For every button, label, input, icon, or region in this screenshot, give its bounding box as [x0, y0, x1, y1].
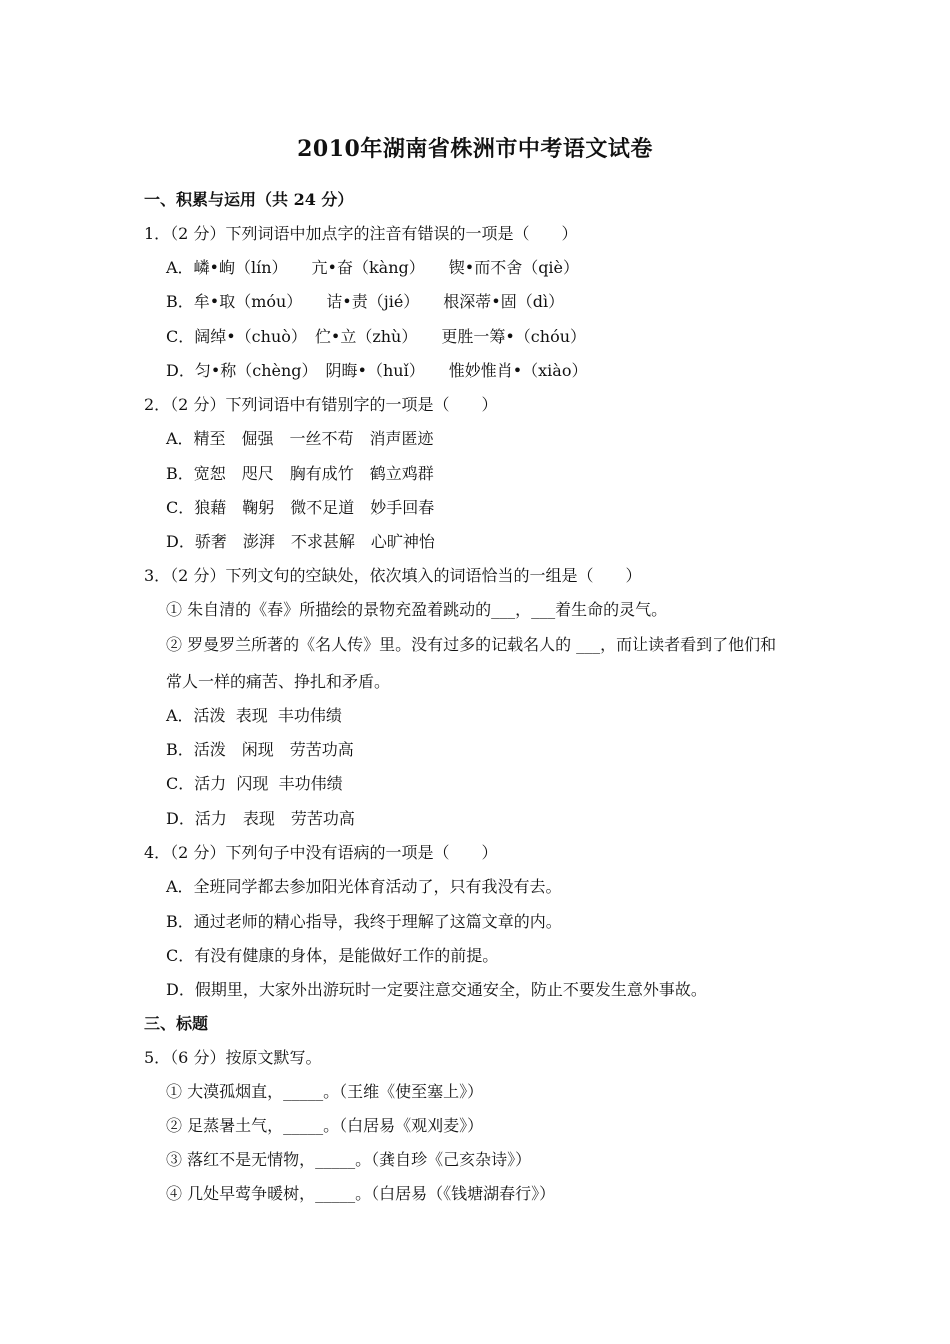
section-heading-3: 三、标题 [144, 1014, 209, 1033]
question-4-stem: 4．（2 分）下列句子中没有语病的一项是（ ） [144, 843, 498, 862]
question-5-stem: 5．（6 分）按原文默写。 [144, 1048, 322, 1067]
question-4-option-c: C．有没有健康的身体，是能做好工作的前提。 [166, 946, 499, 965]
question-3-sentence-1: ① 朱自清的《春》所描绘的景物充盈着跳动的___，___着生命的灵气。 [166, 600, 668, 619]
question-2-option-b: B．宽恕 咫尺 胸有成竹 鹤立鸡群 [166, 464, 434, 483]
question-2-option-a: A．精至 倔强 一丝不苟 消声匿迹 [166, 429, 434, 448]
question-5-item-4: ④ 几处早莺争暖树，_____。（白居易（《钱塘湖春行》） [166, 1184, 556, 1203]
question-4-option-d: D．假期里，大家外出游玩时一定要注意交通安全，防止不要发生意外事故。 [166, 980, 707, 999]
question-4-option-a: A．全班同学都去参加阳光体育活动了，只有我没有去。 [166, 877, 562, 896]
question-3-option-d: D．活力 表现 劳苦功高 [166, 809, 355, 828]
question-3-sentence-2-continued: 常人一样的痛苦、挣扎和矛盾。 [166, 672, 391, 691]
question-5-item-1: ① 大漠孤烟直，_____。（王维《使至塞上》） [166, 1082, 484, 1101]
question-1-stem: 1．（2 分）下列词语中加点字的注音有错误的一项是（ ） [144, 224, 578, 243]
question-1-option-c: C．阔绰•（chuò） 伫•立（zhù） 更胜一筹•（chóu） [166, 327, 587, 346]
question-3-option-a: A．活泼 表现 丰功伟绩 [166, 706, 342, 725]
question-2-stem: 2．（2 分）下列词语中有错别字的一项是（ ） [144, 395, 498, 414]
question-1-option-d: D．匀•称（chèng） 阴晦•（huǐ） 惟妙惟肖•（xiào） [166, 361, 588, 380]
question-3-option-c: C．活力 闪现 丰功伟绩 [166, 774, 343, 793]
question-1-option-a: A．嶙•峋（lín） 亢•奋（kàng） 锲•而不舍（qiè） [166, 258, 580, 277]
question-5-item-3: ③ 落红不是无情物，_____。（龚自珍《己亥杂诗》） [166, 1150, 532, 1169]
question-3-stem: 3．（2 分）下列文句的空缺处，依次填入的词语恰当的一组是（ ） [144, 566, 642, 585]
question-2-option-c: C．狼藉 鞠躬 微不足道 妙手回春 [166, 498, 435, 517]
question-2-option-d: D．骄奢 澎湃 不求甚解 心旷神怡 [166, 532, 435, 551]
question-1-option-b: B．牟•取（móu） 诘•责（jié） 根深蒂•固（dì） [166, 292, 565, 311]
question-3-option-b: B．活泼 闲现 劳苦功高 [166, 740, 354, 759]
page-title: 2010年湖南省株洲市中考语文试卷 [297, 136, 653, 162]
section-heading-1: 一、积累与运用（共 24 分） [144, 190, 354, 209]
question-5-item-2: ② 足蒸暑土气，_____。（白居易《观刈麦》） [166, 1116, 484, 1135]
question-4-option-b: B．通过老师的精心指导，我终于理解了这篇文章的内。 [166, 912, 562, 931]
question-3-sentence-2: ② 罗曼罗兰所著的《名人传》里。没有过多的记载名人的 ___，而让读者看到了他们和 [166, 635, 777, 654]
